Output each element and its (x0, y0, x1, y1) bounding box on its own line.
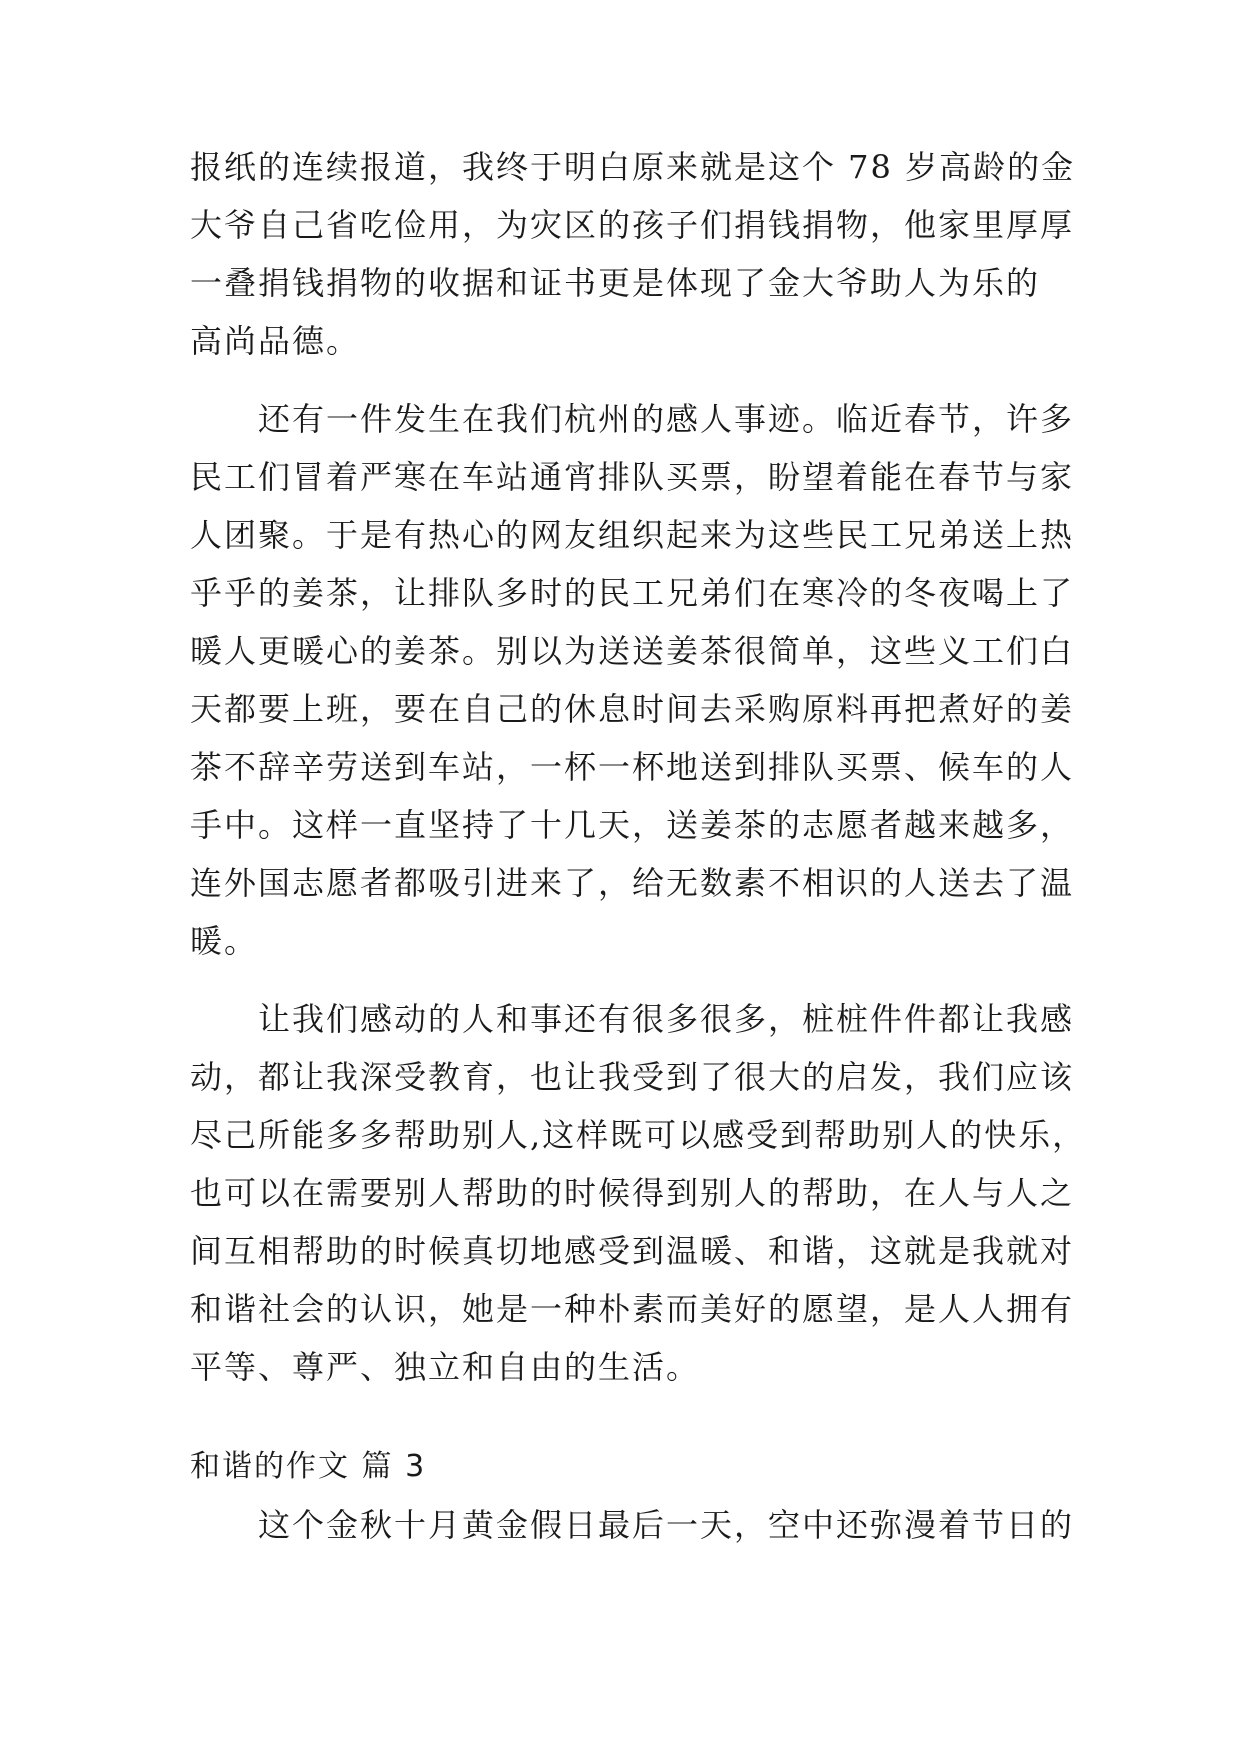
text-line: 暖人更暖心的姜茶。别以为送送姜茶很简单，这些义工们白 (190, 632, 1075, 670)
text-line: 平等、尊严、独立和自由的生活。 (190, 1348, 701, 1386)
text-line: 让我们感动的人和事还有很多很多，桩桩件件都让我感 (258, 1000, 1075, 1038)
text-line: 连外国志愿者都吸引进来了，给无数素不相识的人送去了温 (190, 864, 1075, 902)
text-line: 这个金秋十月黄金假日最后一天，空中还弥漫着节日的 (258, 1506, 1075, 1544)
text-line: 动，都让我深受教育，也让我受到了很大的启发，我们应该 (190, 1058, 1075, 1096)
text-line: 一叠捐钱捐物的收据和证书更是体现了金大爷助人为乐的 (190, 264, 1041, 302)
text-line: 也可以在需要别人帮助的时候得到别人的帮助，在人与人之 (190, 1174, 1075, 1212)
text-line: 大爷自己省吃俭用，为灾区的孩子们捐钱捐物，他家里厚厚 (190, 206, 1075, 244)
text-line: 暖。 (190, 922, 259, 960)
text-line: 民工们冒着严寒在车站通宵排队买票，盼望着能在春节与家 (190, 458, 1075, 496)
text-line: 人团聚。于是有热心的网友组织起来为这些民工兄弟送上热 (190, 516, 1075, 554)
text-line: 天都要上班，要在自己的休息时间去采购原料再把煮好的姜 (190, 690, 1075, 728)
text-line: 尽己所能多多帮助别人,这样既可以感受到帮助别人的快乐， (190, 1116, 1087, 1154)
text-line: 和谐社会的认识，她是一种朴素而美好的愿望，是人人拥有 (190, 1290, 1075, 1328)
text-line: 间互相帮助的时候真切地感受到温暖、和谐，这就是我就对 (190, 1232, 1075, 1270)
text-line: 手中。这样一直坚持了十几天，送姜茶的志愿者越来越多， (190, 806, 1075, 844)
text-line: 高尚品德。 (190, 322, 361, 360)
text-line: 茶不辞辛劳送到车站，一杯一杯地送到排队买票、候车的人 (190, 748, 1075, 786)
section-heading: 和谐的作文 篇 3 (190, 1449, 427, 1484)
text-line: 报纸的连续报道，我终于明白原来就是这个 78 岁高龄的金 (190, 148, 1076, 186)
text-line: 乎乎的姜茶，让排队多时的民工兄弟们在寒冷的冬夜喝上了 (190, 574, 1075, 612)
text-line: 还有一件发生在我们杭州的感人事迹。临近春节，许多 (258, 400, 1075, 438)
